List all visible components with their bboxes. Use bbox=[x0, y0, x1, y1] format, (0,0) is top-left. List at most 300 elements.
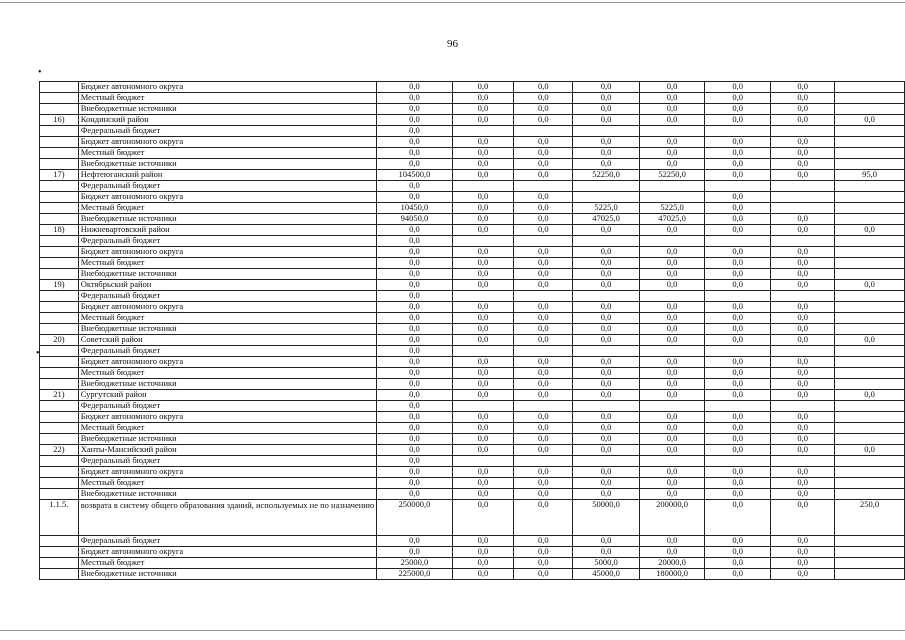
value-cell: 0,0 bbox=[377, 368, 452, 379]
row-number-cell: 18) bbox=[40, 225, 79, 236]
value-cell: 0,0 bbox=[452, 324, 514, 335]
value-cell bbox=[705, 181, 771, 192]
table-row bbox=[40, 558, 905, 569]
value-cell: 5000,0 bbox=[573, 558, 639, 569]
row-number-cell bbox=[40, 148, 79, 159]
row-name-cell: Местный бюджет bbox=[78, 148, 376, 159]
value-cell: 0,0 bbox=[573, 390, 639, 401]
value-cell: 94050,0 bbox=[377, 214, 452, 225]
value-cell: 0,0 bbox=[514, 357, 573, 368]
value-cell: 0,0 bbox=[573, 247, 639, 258]
value-cell bbox=[771, 203, 835, 214]
value-cell: 0,0 bbox=[377, 236, 452, 247]
value-cell: 0,0 bbox=[452, 467, 514, 478]
value-cell: 200000,0 bbox=[639, 500, 705, 536]
value-cell: 0,0 bbox=[514, 489, 573, 500]
value-cell: 0,0 bbox=[771, 478, 835, 489]
value-cell bbox=[835, 269, 905, 280]
value-cell: 0,0 bbox=[771, 115, 835, 126]
table-row bbox=[40, 137, 905, 148]
value-cell bbox=[835, 368, 905, 379]
row-name-cell: Ханты-Мансийский район bbox=[78, 445, 376, 456]
value-cell: 0,0 bbox=[514, 280, 573, 291]
value-cell bbox=[452, 236, 514, 247]
row-number-cell bbox=[40, 489, 79, 500]
table-row bbox=[40, 93, 905, 104]
row-number-cell bbox=[40, 379, 79, 390]
value-cell bbox=[573, 401, 639, 412]
value-cell bbox=[573, 181, 639, 192]
value-cell: 0,0 bbox=[639, 324, 705, 335]
value-cell: 0,0 bbox=[639, 335, 705, 346]
row-number-cell bbox=[40, 357, 79, 368]
value-cell: 0,0 bbox=[705, 313, 771, 324]
value-cell: 5225,0 bbox=[639, 203, 705, 214]
value-cell: 0,0 bbox=[835, 335, 905, 346]
value-cell bbox=[573, 126, 639, 137]
value-cell: 0,0 bbox=[639, 82, 705, 93]
row-number-cell bbox=[40, 126, 79, 137]
row-number-cell bbox=[40, 423, 79, 434]
row-number-cell: 16) bbox=[40, 115, 79, 126]
value-cell bbox=[835, 137, 905, 148]
value-cell: 0,0 bbox=[771, 148, 835, 159]
value-cell: 50000,0 bbox=[573, 500, 639, 536]
value-cell: 0,0 bbox=[514, 445, 573, 456]
value-cell: 0,0 bbox=[705, 423, 771, 434]
value-cell bbox=[639, 291, 705, 302]
value-cell: 250000,0 bbox=[377, 500, 452, 536]
value-cell: 0,0 bbox=[639, 225, 705, 236]
value-cell: 0,0 bbox=[452, 379, 514, 390]
value-cell bbox=[452, 291, 514, 302]
page-top-rule bbox=[0, 2, 905, 3]
value-cell bbox=[514, 456, 573, 467]
value-cell: 0,0 bbox=[573, 412, 639, 423]
value-cell: 0,0 bbox=[452, 269, 514, 280]
table-row bbox=[40, 82, 905, 93]
value-cell: 0,0 bbox=[452, 489, 514, 500]
value-cell bbox=[514, 126, 573, 137]
value-cell: 0,0 bbox=[705, 547, 771, 558]
row-name-cell: Внебюджетные источники bbox=[78, 104, 376, 115]
value-cell: 0,0 bbox=[771, 170, 835, 181]
value-cell: 0,0 bbox=[573, 489, 639, 500]
row-name-cell: Нижневартовский район bbox=[78, 225, 376, 236]
value-cell: 0,0 bbox=[377, 379, 452, 390]
value-cell: 0,0 bbox=[639, 434, 705, 445]
value-cell: 0,0 bbox=[705, 500, 771, 536]
value-cell: 0,0 bbox=[514, 214, 573, 225]
row-number-cell bbox=[40, 536, 79, 547]
value-cell: 0,0 bbox=[452, 478, 514, 489]
value-cell: 0,0 bbox=[771, 357, 835, 368]
value-cell: 0,0 bbox=[705, 214, 771, 225]
value-cell: 0,0 bbox=[639, 115, 705, 126]
table-row bbox=[40, 536, 905, 547]
value-cell: 0,0 bbox=[377, 335, 452, 346]
value-cell: 0,0 bbox=[377, 445, 452, 456]
value-cell: 0,0 bbox=[639, 379, 705, 390]
table-row bbox=[40, 280, 905, 291]
table-row bbox=[40, 104, 905, 115]
value-cell bbox=[639, 456, 705, 467]
margin-dot: • bbox=[38, 67, 42, 78]
row-number-cell bbox=[40, 434, 79, 445]
row-name-cell: Федеральный бюджет bbox=[78, 456, 376, 467]
value-cell: 0,0 bbox=[377, 456, 452, 467]
value-cell: 0,0 bbox=[771, 445, 835, 456]
value-cell: 250,0 bbox=[835, 500, 905, 536]
value-cell: 0,0 bbox=[573, 93, 639, 104]
row-name-cell: Местный бюджет bbox=[78, 558, 376, 569]
value-cell bbox=[835, 489, 905, 500]
value-cell: 0,0 bbox=[377, 302, 452, 313]
value-cell bbox=[835, 93, 905, 104]
row-name-cell: Федеральный бюджет bbox=[78, 346, 376, 357]
table-row bbox=[40, 126, 905, 137]
page-number: 96 bbox=[447, 38, 458, 50]
value-cell: 0,0 bbox=[771, 569, 835, 580]
value-cell: 0,0 bbox=[452, 313, 514, 324]
value-cell: 0,0 bbox=[514, 390, 573, 401]
row-number-cell bbox=[40, 412, 79, 423]
table-row bbox=[40, 423, 905, 434]
value-cell: 0,0 bbox=[514, 478, 573, 489]
table-row bbox=[40, 148, 905, 159]
value-cell: 0,0 bbox=[771, 536, 835, 547]
value-cell bbox=[639, 401, 705, 412]
row-number-cell bbox=[40, 368, 79, 379]
value-cell bbox=[705, 346, 771, 357]
value-cell: 0,0 bbox=[639, 104, 705, 115]
value-cell: 0,0 bbox=[452, 225, 514, 236]
value-cell: 0,0 bbox=[514, 412, 573, 423]
value-cell: 95,0 bbox=[835, 170, 905, 181]
row-number-cell bbox=[40, 401, 79, 412]
value-cell: 0,0 bbox=[573, 536, 639, 547]
value-cell bbox=[573, 456, 639, 467]
value-cell bbox=[771, 126, 835, 137]
value-cell bbox=[514, 346, 573, 357]
value-cell: 20000,0 bbox=[639, 558, 705, 569]
value-cell bbox=[705, 456, 771, 467]
budget-table bbox=[39, 81, 905, 580]
value-cell bbox=[835, 247, 905, 258]
value-cell bbox=[639, 192, 705, 203]
table-row bbox=[40, 115, 905, 126]
value-cell: 0,0 bbox=[514, 324, 573, 335]
value-cell: 0,0 bbox=[705, 434, 771, 445]
value-cell: 0,0 bbox=[573, 269, 639, 280]
table-row bbox=[40, 500, 905, 536]
value-cell bbox=[835, 558, 905, 569]
value-cell: 0,0 bbox=[639, 478, 705, 489]
value-cell: 0,0 bbox=[452, 335, 514, 346]
value-cell: 0,0 bbox=[705, 569, 771, 580]
value-cell: 0,0 bbox=[377, 346, 452, 357]
value-cell: 0,0 bbox=[639, 159, 705, 170]
value-cell: 0,0 bbox=[514, 547, 573, 558]
value-cell bbox=[835, 192, 905, 203]
value-cell: 0,0 bbox=[514, 82, 573, 93]
value-cell: 0,0 bbox=[514, 93, 573, 104]
value-cell: 0,0 bbox=[639, 137, 705, 148]
value-cell: 0,0 bbox=[377, 115, 452, 126]
value-cell: 5225,0 bbox=[573, 203, 639, 214]
value-cell bbox=[835, 456, 905, 467]
value-cell bbox=[835, 357, 905, 368]
value-cell bbox=[514, 401, 573, 412]
row-name-cell: Бюджет автономного округа bbox=[78, 82, 376, 93]
value-cell: 0,0 bbox=[452, 280, 514, 291]
value-cell: 0,0 bbox=[639, 258, 705, 269]
page-bottom-rule bbox=[0, 630, 905, 631]
value-cell: 0,0 bbox=[771, 434, 835, 445]
value-cell bbox=[771, 181, 835, 192]
row-number-cell bbox=[40, 269, 79, 280]
value-cell: 0,0 bbox=[452, 357, 514, 368]
row-name-cell: Федеральный бюджет bbox=[78, 291, 376, 302]
value-cell bbox=[835, 313, 905, 324]
row-name-cell: Бюджет автономного округа bbox=[78, 247, 376, 258]
value-cell: 0,0 bbox=[452, 434, 514, 445]
row-number-cell bbox=[40, 313, 79, 324]
row-name-cell: Федеральный бюджет bbox=[78, 181, 376, 192]
value-cell: 0,0 bbox=[771, 258, 835, 269]
value-cell bbox=[835, 159, 905, 170]
value-cell: 0,0 bbox=[377, 478, 452, 489]
value-cell bbox=[835, 258, 905, 269]
row-number-cell bbox=[40, 247, 79, 258]
row-name-cell: Внебюджетные источники bbox=[78, 269, 376, 280]
value-cell bbox=[573, 192, 639, 203]
value-cell: 0,0 bbox=[639, 467, 705, 478]
value-cell: 0,0 bbox=[377, 412, 452, 423]
table-row bbox=[40, 390, 905, 401]
value-cell: 0,0 bbox=[573, 115, 639, 126]
value-cell bbox=[835, 547, 905, 558]
value-cell: 0,0 bbox=[639, 280, 705, 291]
row-number-cell bbox=[40, 569, 79, 580]
value-cell: 104500,0 bbox=[377, 170, 452, 181]
value-cell: 0,0 bbox=[452, 203, 514, 214]
row-name-cell: Внебюджетные источники bbox=[78, 489, 376, 500]
row-number-cell bbox=[40, 137, 79, 148]
value-cell: 0,0 bbox=[452, 423, 514, 434]
value-cell: 0,0 bbox=[377, 137, 452, 148]
value-cell: 0,0 bbox=[377, 104, 452, 115]
row-number-cell bbox=[40, 456, 79, 467]
value-cell: 0,0 bbox=[771, 558, 835, 569]
value-cell: 0,0 bbox=[573, 280, 639, 291]
table-row bbox=[40, 203, 905, 214]
value-cell: 0,0 bbox=[705, 82, 771, 93]
value-cell: 0,0 bbox=[705, 280, 771, 291]
value-cell bbox=[835, 126, 905, 137]
value-cell: 0,0 bbox=[514, 148, 573, 159]
row-number-cell bbox=[40, 203, 79, 214]
value-cell: 0,0 bbox=[705, 192, 771, 203]
value-cell: 180000,0 bbox=[639, 569, 705, 580]
value-cell: 0,0 bbox=[705, 536, 771, 547]
value-cell: 0,0 bbox=[377, 423, 452, 434]
value-cell: 0,0 bbox=[639, 357, 705, 368]
value-cell bbox=[835, 478, 905, 489]
row-number-cell bbox=[40, 258, 79, 269]
value-cell bbox=[705, 236, 771, 247]
value-cell: 0,0 bbox=[377, 247, 452, 258]
row-number-cell bbox=[40, 236, 79, 247]
table-row bbox=[40, 368, 905, 379]
value-cell: 0,0 bbox=[705, 104, 771, 115]
table-body bbox=[40, 82, 905, 580]
table-row bbox=[40, 291, 905, 302]
value-cell bbox=[835, 346, 905, 357]
value-cell: 0,0 bbox=[514, 269, 573, 280]
value-cell: 0,0 bbox=[452, 500, 514, 536]
value-cell bbox=[452, 456, 514, 467]
value-cell bbox=[835, 401, 905, 412]
row-name-cell: Бюджет автономного округа bbox=[78, 357, 376, 368]
value-cell: 0,0 bbox=[377, 258, 452, 269]
value-cell: 0,0 bbox=[705, 478, 771, 489]
value-cell: 0,0 bbox=[771, 423, 835, 434]
value-cell: 0,0 bbox=[639, 423, 705, 434]
value-cell: 47025,0 bbox=[573, 214, 639, 225]
value-cell: 0,0 bbox=[377, 126, 452, 137]
value-cell: 0,0 bbox=[514, 423, 573, 434]
value-cell: 0,0 bbox=[573, 368, 639, 379]
value-cell: 0,0 bbox=[514, 335, 573, 346]
value-cell: 0,0 bbox=[771, 159, 835, 170]
value-cell bbox=[835, 324, 905, 335]
row-name-cell: Федеральный бюджет bbox=[78, 401, 376, 412]
row-name-cell: Местный бюджет bbox=[78, 368, 376, 379]
value-cell: 0,0 bbox=[573, 335, 639, 346]
row-name-cell: Сургутский район bbox=[78, 390, 376, 401]
value-cell bbox=[771, 236, 835, 247]
value-cell: 0,0 bbox=[771, 500, 835, 536]
row-number-cell bbox=[40, 181, 79, 192]
value-cell: 0,0 bbox=[771, 137, 835, 148]
value-cell: 0,0 bbox=[452, 536, 514, 547]
table-row bbox=[40, 181, 905, 192]
value-cell: 0,0 bbox=[573, 313, 639, 324]
value-cell bbox=[514, 236, 573, 247]
value-cell bbox=[835, 236, 905, 247]
row-number-cell: 20) bbox=[40, 335, 79, 346]
value-cell bbox=[835, 379, 905, 390]
table-row bbox=[40, 357, 905, 368]
value-cell: 0,0 bbox=[377, 93, 452, 104]
value-cell: 0,0 bbox=[771, 247, 835, 258]
value-cell: 0,0 bbox=[639, 390, 705, 401]
value-cell: 0,0 bbox=[771, 379, 835, 390]
table-row bbox=[40, 379, 905, 390]
value-cell bbox=[835, 434, 905, 445]
table-row bbox=[40, 547, 905, 558]
value-cell: 52250,0 bbox=[639, 170, 705, 181]
value-cell: 0,0 bbox=[835, 225, 905, 236]
value-cell: 0,0 bbox=[705, 159, 771, 170]
row-name-cell: Бюджет автономного округа bbox=[78, 412, 376, 423]
value-cell: 0,0 bbox=[835, 445, 905, 456]
table-row bbox=[40, 269, 905, 280]
value-cell: 0,0 bbox=[514, 170, 573, 181]
value-cell bbox=[835, 467, 905, 478]
value-cell: 0,0 bbox=[705, 269, 771, 280]
value-cell: 0,0 bbox=[377, 148, 452, 159]
table-row bbox=[40, 478, 905, 489]
value-cell: 0,0 bbox=[377, 390, 452, 401]
value-cell: 0,0 bbox=[771, 93, 835, 104]
value-cell: 0,0 bbox=[452, 137, 514, 148]
value-cell bbox=[835, 291, 905, 302]
row-number-cell bbox=[40, 346, 79, 357]
value-cell: 0,0 bbox=[377, 357, 452, 368]
value-cell: 0,0 bbox=[452, 82, 514, 93]
value-cell: 52250,0 bbox=[573, 170, 639, 181]
value-cell: 0,0 bbox=[705, 115, 771, 126]
value-cell: 0,0 bbox=[705, 379, 771, 390]
table-row bbox=[40, 401, 905, 412]
value-cell: 0,0 bbox=[705, 335, 771, 346]
value-cell: 45000,0 bbox=[573, 569, 639, 580]
value-cell: 0,0 bbox=[377, 489, 452, 500]
value-cell: 0,0 bbox=[514, 225, 573, 236]
value-cell: 0,0 bbox=[705, 324, 771, 335]
value-cell: 0,0 bbox=[452, 192, 514, 203]
table-row bbox=[40, 489, 905, 500]
row-name-cell: Федеральный бюджет bbox=[78, 236, 376, 247]
value-cell: 0,0 bbox=[377, 434, 452, 445]
value-cell: 0,0 bbox=[705, 170, 771, 181]
value-cell: 0,0 bbox=[514, 137, 573, 148]
value-cell: 0,0 bbox=[771, 489, 835, 500]
row-name-cell: Местный бюджет bbox=[78, 313, 376, 324]
value-cell: 0,0 bbox=[771, 225, 835, 236]
value-cell: 0,0 bbox=[573, 258, 639, 269]
value-cell: 0,0 bbox=[705, 390, 771, 401]
value-cell: 0,0 bbox=[452, 412, 514, 423]
table-row bbox=[40, 324, 905, 335]
value-cell: 0,0 bbox=[705, 357, 771, 368]
value-cell: 0,0 bbox=[452, 214, 514, 225]
value-cell: 0,0 bbox=[452, 148, 514, 159]
row-name-cell: Внебюджетные источники bbox=[78, 159, 376, 170]
value-cell bbox=[573, 236, 639, 247]
table-row bbox=[40, 467, 905, 478]
value-cell: 0,0 bbox=[639, 313, 705, 324]
value-cell: 0,0 bbox=[705, 489, 771, 500]
value-cell: 0,0 bbox=[705, 247, 771, 258]
value-cell: 0,0 bbox=[573, 302, 639, 313]
value-cell bbox=[835, 302, 905, 313]
value-cell: 0,0 bbox=[573, 467, 639, 478]
value-cell: 0,0 bbox=[771, 313, 835, 324]
value-cell: 0,0 bbox=[452, 93, 514, 104]
value-cell bbox=[771, 192, 835, 203]
value-cell: 0,0 bbox=[771, 390, 835, 401]
value-cell bbox=[771, 456, 835, 467]
table-row bbox=[40, 170, 905, 181]
value-cell: 0,0 bbox=[573, 324, 639, 335]
value-cell: 0,0 bbox=[573, 445, 639, 456]
row-name-cell: Внебюджетные источники bbox=[78, 434, 376, 445]
row-name-cell: Нефтеюганский район bbox=[78, 170, 376, 181]
value-cell: 0,0 bbox=[452, 302, 514, 313]
